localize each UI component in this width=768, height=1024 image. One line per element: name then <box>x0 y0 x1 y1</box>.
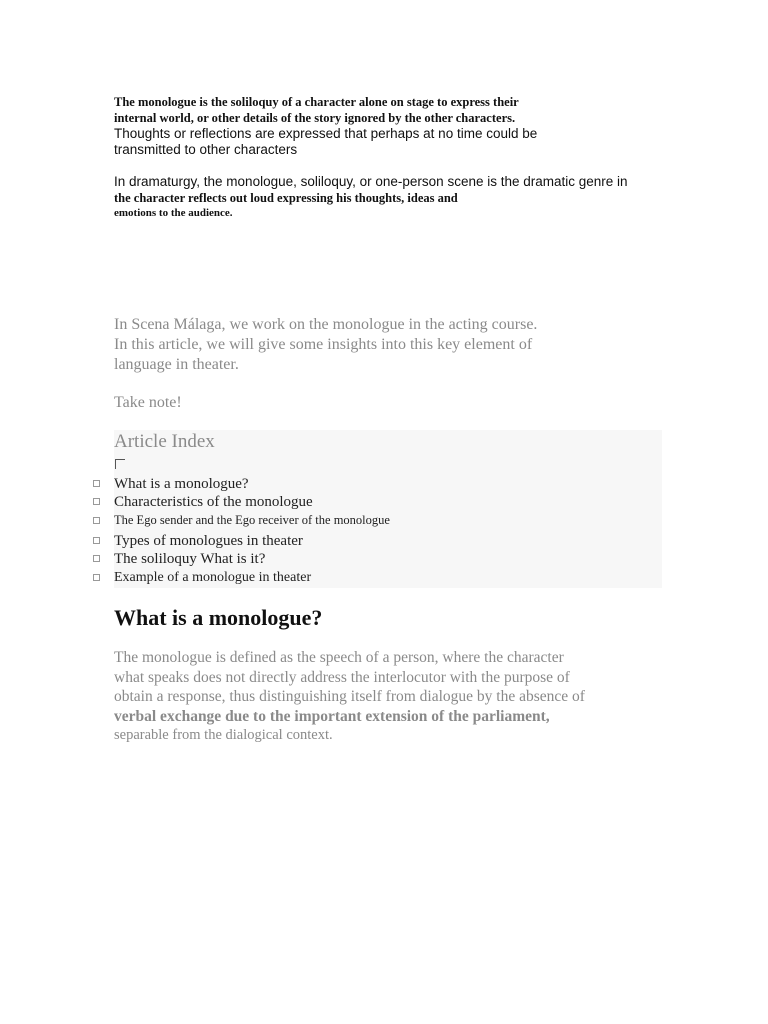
toc-item-soliloquy[interactable]: The soliloquy What is it? <box>114 551 266 567</box>
article-index-title: Article Index <box>114 431 215 452</box>
definition-bold-line: verbal exchange due to the important extension of the parliament, <box>114 707 550 725</box>
toc-item-what-is-monologue[interactable]: What is a monologue? <box>114 476 249 492</box>
scena-intro-paragraph <box>114 315 537 375</box>
toc-item-characteristics[interactable]: Characteristics of the monologue <box>114 494 313 510</box>
section-heading: What is a monologue? <box>114 605 323 630</box>
definition-line-2: what speaks does not directly address the interlocutor with the purpose of <box>114 668 570 686</box>
dramaturgy-line-2: the character reflects out loud expressing his thoughts, ideas and <box>114 191 458 205</box>
toc-bullet-icon <box>93 555 100 562</box>
dramaturgy-line-3: emotions to the audience. <box>114 207 233 219</box>
index-toggle-checkbox[interactable] <box>115 459 125 469</box>
scena-intro-line-2: In this article, we will give some insights into this key element of <box>114 336 533 353</box>
definition-last-line: separable from the dialogical context. <box>114 727 333 743</box>
dramaturgy-paragraph <box>114 174 628 221</box>
intro-line-3: Thoughts or reflections are expressed that perhaps at no time could be <box>114 126 538 141</box>
definition-line-3: obtain a response, thus distinguishing itself from dialogue by the absence of <box>114 688 585 705</box>
intro-bold-line-1: The monologue is the soliloquy of a character alone on stage to express their <box>114 95 519 109</box>
intro-definition <box>114 94 537 158</box>
toc-bullet-icon <box>93 498 100 505</box>
toc-bullet-icon <box>93 517 100 524</box>
toc-bullet-icon <box>93 480 100 487</box>
intro-bold-line-2: internal world, or other details of the story ignored by the other characters. <box>114 111 516 125</box>
scena-intro-line-1: In Scena Málaga, we work on the monologue in the acting course. <box>114 316 538 333</box>
toc-item-ego-sender[interactable]: The Ego sender and the Ego receiver of the monologue <box>114 513 390 527</box>
toc-bullet-icon <box>93 574 100 581</box>
toc-bullet-icon <box>93 537 100 544</box>
definition-paragraph <box>114 648 585 745</box>
dramaturgy-line-1: In dramaturgy, the monologue, soliloquy, or one-person scene is the dramatic genre in <box>114 174 628 189</box>
toc-item-example[interactable]: Example of a monologue in theater <box>114 570 312 585</box>
scena-intro-line-3: language in theater. <box>114 356 239 373</box>
definition-line-1: The monologue is defined as the speech of a person, where the character <box>114 649 564 666</box>
intro-line-4: transmitted to other characters <box>114 142 298 157</box>
take-note-text: Take note! <box>114 394 182 411</box>
toc-item-types[interactable]: Types of monologues in theater <box>114 533 303 549</box>
